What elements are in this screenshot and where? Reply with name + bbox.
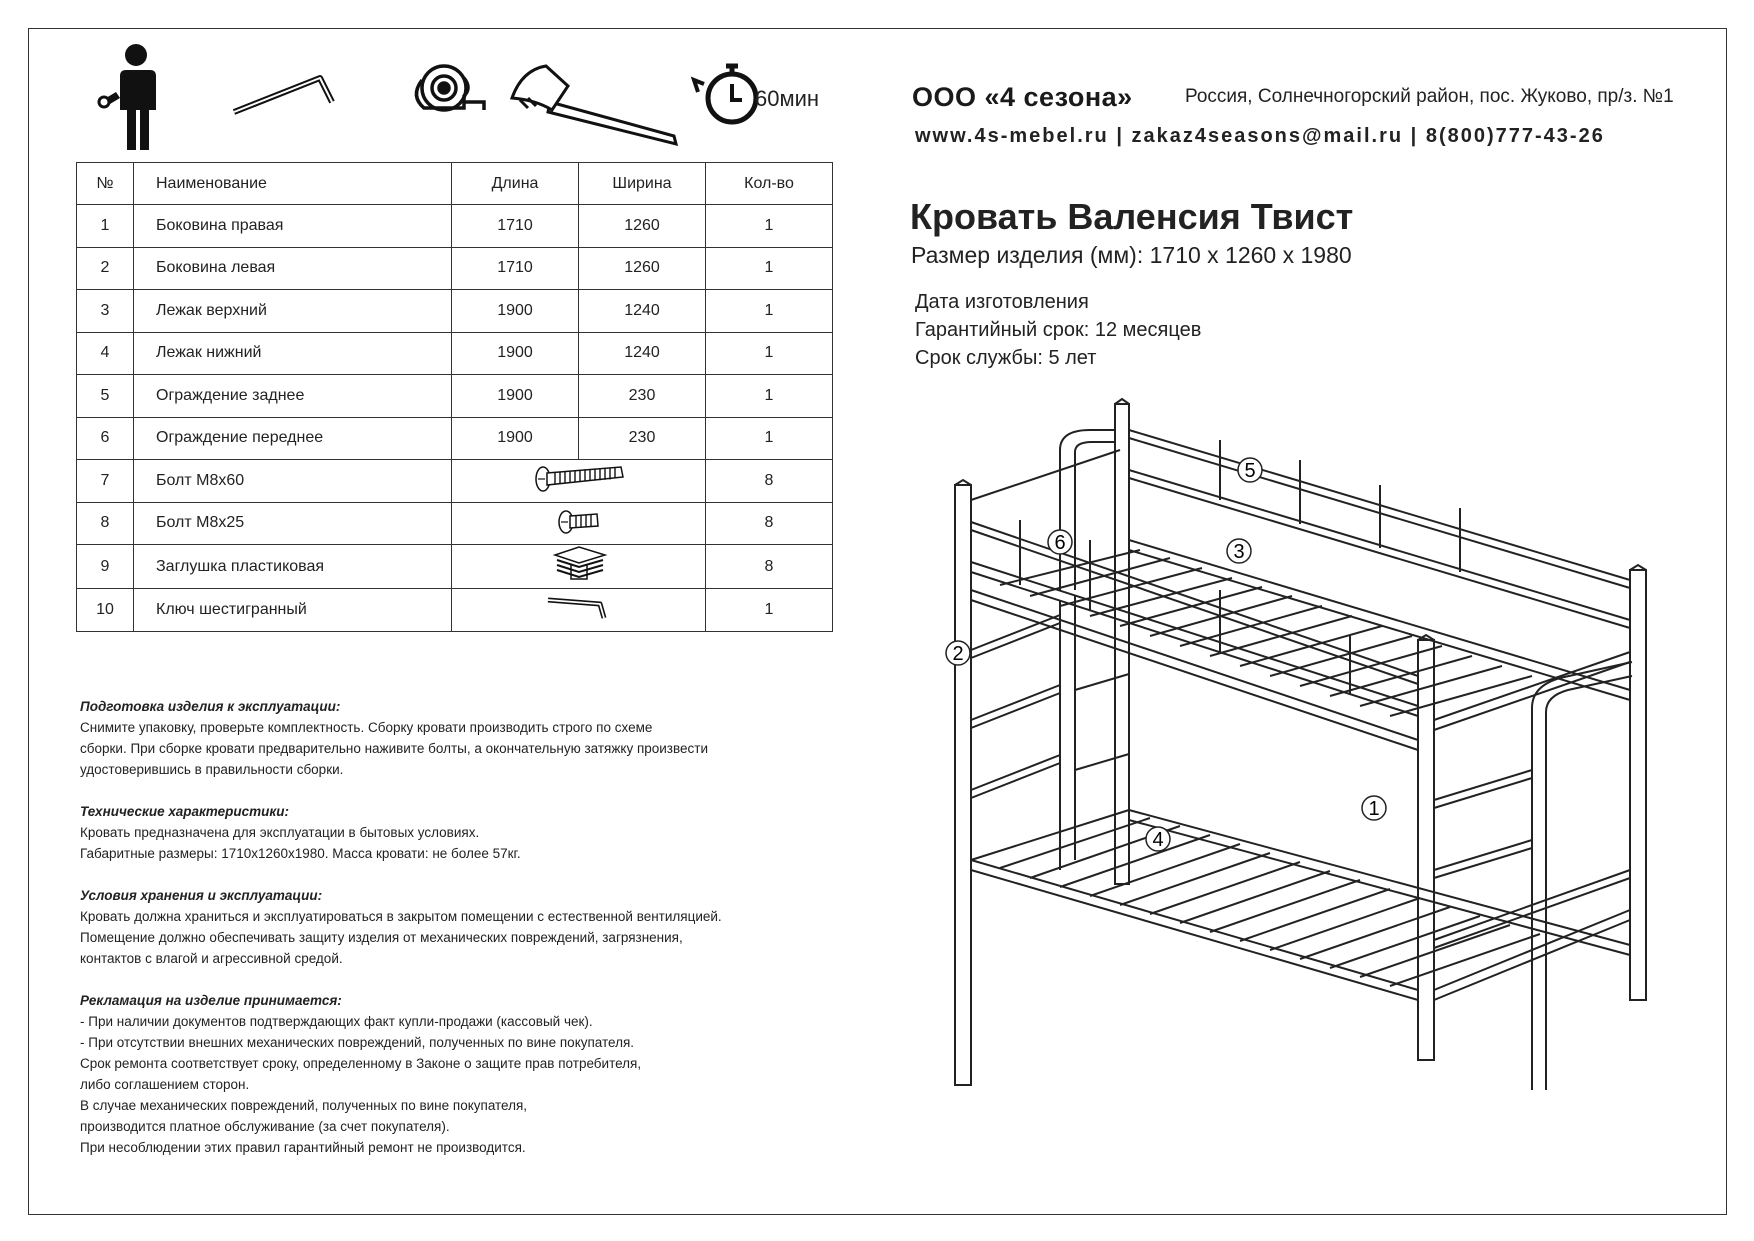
row-length: 1900	[452, 375, 579, 418]
callout-3	[1227, 539, 1251, 563]
separator: |	[1116, 125, 1124, 147]
company-address: Россия, Солнечногорский район, пос. Жуково, пр/з. №1	[1185, 86, 1674, 107]
notes-line: производится платное обслуживание (за счет покупателя).	[80, 1119, 450, 1134]
hammer-icon	[512, 66, 676, 144]
row-qty: 8	[706, 545, 833, 589]
col-header-width: Ширина	[579, 163, 706, 205]
row-length: 1710	[452, 247, 579, 290]
callout-6	[1048, 530, 1072, 554]
row-length: 1900	[452, 332, 579, 375]
table-row	[77, 290, 833, 333]
col-header-qty: Кол-во	[706, 163, 833, 205]
callout-2	[946, 641, 970, 665]
table-row	[77, 460, 833, 503]
plastic-cap-icon	[547, 545, 611, 583]
row-number: 2	[77, 247, 134, 290]
notes-section	[80, 696, 860, 1179]
notes-heading: Подготовка изделия к эксплуатации:	[80, 699, 341, 714]
row-number: 9	[77, 545, 134, 589]
callout-label: 1	[1368, 798, 1380, 820]
row-length: 1900	[452, 290, 579, 333]
row-name: Ключ шестигранный	[134, 589, 452, 632]
row-name: Боковина левая	[134, 247, 452, 290]
product-info	[915, 288, 1201, 372]
row-image	[452, 589, 706, 632]
notes-line: Помещение должно обеспечивать защиту изделия от механических повреждений, загрязнения,	[80, 930, 683, 945]
notes-line: Габаритные размеры: 1710х1260х1980. Масса кровати: не более 57кг.	[80, 846, 521, 861]
row-length: 1710	[452, 205, 579, 248]
notes-line: При несоблюдении этих правил гарантийный ремонт не производится.	[80, 1140, 526, 1155]
website-link[interactable]: www.4s-mebel.ru	[915, 125, 1109, 147]
row-name: Ограждение переднее	[134, 417, 452, 460]
hex-key-icon	[544, 592, 614, 622]
bunk-bed-drawing	[940, 390, 1660, 1200]
product-title: Кровать Валенсия Твист	[910, 196, 1354, 237]
notes-line: Кровать предназначена для эксплуатации в бытовых условиях.	[80, 825, 480, 840]
row-qty: 1	[706, 290, 833, 333]
short-bolt-icon	[555, 505, 603, 537]
notes-line: контактов с влагой и агрессивной средой.	[80, 951, 343, 966]
callout-1	[1362, 796, 1386, 820]
row-number: 4	[77, 332, 134, 375]
row-qty: 1	[706, 332, 833, 375]
notes-line: сборки. При сборке кровати предварительно наживите болты, а окончательную затяжку произвести	[80, 741, 709, 756]
row-width: 1240	[579, 290, 706, 333]
callout-label: 6	[1054, 532, 1066, 554]
row-length: 1900	[452, 417, 579, 460]
table-row	[77, 205, 833, 248]
table-row	[77, 375, 833, 418]
row-width: 230	[579, 375, 706, 418]
service-life: Срок службы: 5 лет	[915, 347, 1097, 369]
row-width: 1260	[579, 247, 706, 290]
row-qty: 1	[706, 589, 833, 632]
notes-heading: Условия хранения и эксплуатации:	[80, 888, 323, 903]
row-qty: 8	[706, 502, 833, 545]
email-link[interactable]: zakaz4seasons@mail.ru	[1131, 125, 1404, 147]
table-row	[77, 417, 833, 460]
table-row	[77, 502, 833, 545]
manufacture-date: Дата изготовления	[915, 291, 1089, 313]
notes-line: либо соглашением сторон.	[80, 1077, 250, 1092]
table-row	[77, 332, 833, 375]
hex-key-icon	[234, 78, 332, 112]
product-size: Размер изделия (мм): 1710 х 1260 х 1980	[911, 242, 1352, 268]
row-image	[452, 460, 706, 503]
row-width: 1260	[579, 205, 706, 248]
row-image	[452, 502, 706, 545]
row-number: 7	[77, 460, 134, 503]
table-row	[77, 247, 833, 290]
tape-measure-icon	[416, 66, 484, 110]
row-name: Болт М8х25	[134, 502, 452, 545]
row-name: Лежак нижний	[134, 332, 452, 375]
row-number: 1	[77, 205, 134, 248]
row-number: 10	[77, 589, 134, 632]
row-qty: 1	[706, 205, 833, 248]
row-number: 3	[77, 290, 134, 333]
row-number: 5	[77, 375, 134, 418]
callout-label: 4	[1152, 829, 1164, 851]
person-wrench-icon	[99, 44, 156, 150]
assembly-time: 60мин	[755, 86, 820, 111]
notes-line: В случае механических повреждений, полученных по вине покупателя,	[80, 1098, 528, 1113]
long-bolt-icon	[529, 461, 629, 495]
table-row	[77, 545, 833, 589]
col-header-number: №	[77, 163, 134, 205]
row-name: Боковина правая	[134, 205, 452, 248]
separator: |	[1410, 125, 1419, 147]
row-qty: 1	[706, 375, 833, 418]
notes-heading: Рекламация на изделие принимается:	[80, 993, 342, 1008]
callout-label: 5	[1244, 460, 1256, 482]
row-number: 8	[77, 502, 134, 545]
row-name: Болт М8х60	[134, 460, 452, 503]
row-width: 230	[579, 417, 706, 460]
row-qty: 1	[706, 247, 833, 290]
contacts-line	[915, 125, 1605, 148]
callout-label: 2	[952, 643, 964, 665]
table-header-row	[77, 163, 833, 205]
warranty-period: Гарантийный срок: 12 месяцев	[915, 319, 1202, 341]
notes-heading: Технические характеристики:	[80, 804, 289, 819]
tools-row	[92, 40, 852, 150]
parts-table	[76, 162, 833, 632]
notes-line: удостоверившись в правильности сборки.	[80, 762, 344, 777]
col-header-name: Наименование	[134, 163, 452, 205]
stopwatch-icon	[694, 66, 756, 122]
row-qty: 1	[706, 417, 833, 460]
callout-5	[1238, 458, 1262, 482]
row-width: 1240	[579, 332, 706, 375]
row-qty: 8	[706, 460, 833, 503]
row-number: 6	[77, 417, 134, 460]
notes-line: - При наличии документов подтверждающих факт купли-продажи (кассовый чек).	[80, 1014, 593, 1029]
notes-line: Кровать должна храниться и эксплуатироваться в закрытом помещении с естественной вентиляцией.	[80, 909, 722, 924]
row-image	[452, 545, 706, 589]
notes-line: - При отсутствии внешних механических повреждений, полученных по вине покупателя.	[80, 1035, 635, 1050]
row-name: Лежак верхний	[134, 290, 452, 333]
callout-label: 3	[1233, 541, 1245, 563]
row-name: Ограждение заднее	[134, 375, 452, 418]
callout-4	[1146, 827, 1170, 851]
company-name: ООО «4 сезона»	[912, 82, 1133, 112]
col-header-length: Длина	[452, 163, 579, 205]
table-row	[77, 589, 833, 632]
row-name: Заглушка пластиковая	[134, 545, 452, 589]
notes-line: Снимите упаковку, проверьте комплектность. Сборку кровати производить строго по схеме	[80, 720, 653, 735]
phone-number: 8(800)777-43-26	[1425, 125, 1605, 147]
notes-line: Срок ремонта соответствует сроку, определенному в Законе о защите прав потребителя,	[80, 1056, 642, 1071]
